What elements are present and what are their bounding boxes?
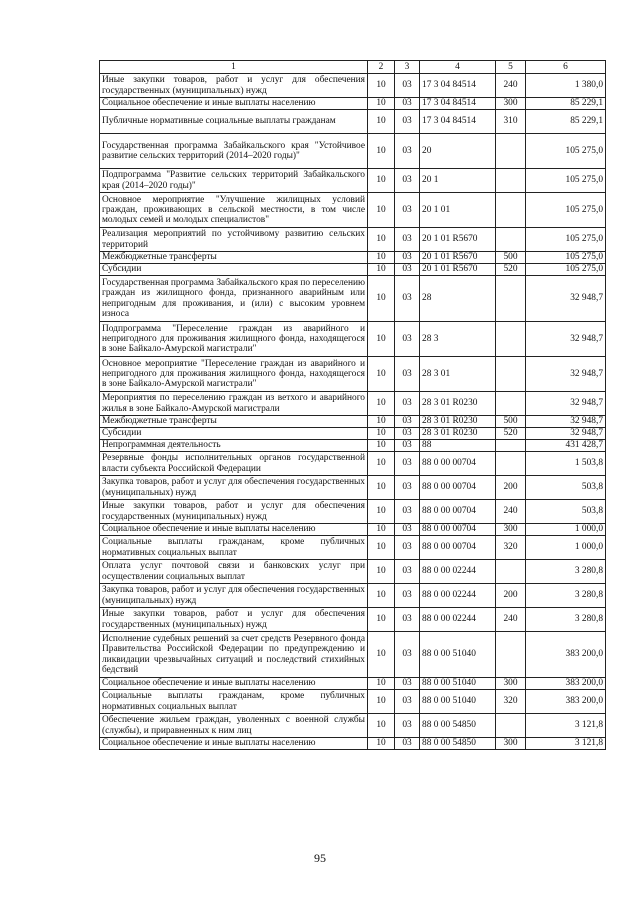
row-subsection-cell: 03 [395,252,420,264]
table-row [100,608,606,632]
table-row [100,264,606,276]
row-amount-cell: 1 380,0 [526,74,606,98]
row-expense-type-cell [496,357,526,392]
row-target-article-cell: 20 1 [420,169,496,193]
table-row [100,98,606,110]
table-row [100,690,606,714]
row-section-cell: 10 [368,228,395,252]
row-subsection-cell: 03 [395,452,420,476]
row-name-cell: Иные закупки товаров, работ и услуг для обеспечения государственных (муниципальных) нужд [100,74,368,98]
table-row [100,678,606,690]
row-name-cell: Обеспечение жильем граждан, уволенных с военной службы (службы), и приравненных к ним лиц [100,714,368,738]
row-section-cell: 10 [368,264,395,276]
row-subsection-cell: 03 [395,134,420,169]
row-subsection-cell: 03 [395,264,420,276]
row-target-article-cell: 88 0 00 00704 [420,500,496,524]
row-name-cell: Основное мероприятие "Улучшение жилищных условий граждан, проживающих в сельской местности, в том числе молодых семей и молодых специалистов" [100,193,368,228]
row-amount-cell: 383 200,0 [526,678,606,690]
row-amount-cell: 85 229,1 [526,110,606,134]
row-target-article-cell: 20 1 01 R5670 [420,228,496,252]
row-subsection-cell: 03 [395,690,420,714]
row-name-cell: Государственная программа Забайкальского края по переселению граждан из жилищного фонда, признанного аварийным или непригодным для проживания, и (или) с высоким уровнем износа [100,276,368,322]
row-name-cell: Подпрограмма "Переселение граждан из аварийного и непригодного для проживания жилищного фонда, находящегося в зоне Байкало-Амурской магистрали" [100,322,368,357]
row-amount-cell: 105 275,0 [526,228,606,252]
table-row [100,714,606,738]
budget-table-body [100,61,606,750]
row-amount-cell: 3 280,8 [526,584,606,608]
row-expense-type-cell: 500 [496,252,526,264]
table-row [100,416,606,428]
row-target-article-cell: 88 0 00 54850 [420,738,496,750]
row-target-article-cell: 28 3 01 [420,357,496,392]
header-cell: 6 [526,61,606,74]
row-name-cell: Подпрограмма "Развитие сельских территорий Забайкальского края (2014–2020 годы)" [100,169,368,193]
row-section-cell: 10 [368,416,395,428]
row-subsection-cell: 03 [395,416,420,428]
table-row [100,440,606,452]
row-subsection-cell: 03 [395,632,420,678]
row-subsection-cell: 03 [395,357,420,392]
row-name-cell: Социальное обеспечение и иные выплаты населению [100,678,368,690]
row-section-cell: 10 [368,714,395,738]
row-expense-type-cell: 200 [496,476,526,500]
row-name-cell: Государственная программа Забайкальского края "Устойчивое развитие сельских территорий (2014–2020 годы)" [100,134,368,169]
row-subsection-cell: 03 [395,678,420,690]
row-amount-cell: 1 503,8 [526,452,606,476]
row-amount-cell: 503,8 [526,500,606,524]
row-expense-type-cell [496,714,526,738]
table-row [100,322,606,357]
row-subsection-cell: 03 [395,536,420,560]
row-subsection-cell: 03 [395,276,420,322]
row-subsection-cell: 03 [395,169,420,193]
row-expense-type-cell: 300 [496,738,526,750]
row-expense-type-cell [496,440,526,452]
row-expense-type-cell [496,276,526,322]
row-expense-type-cell: 320 [496,536,526,560]
row-subsection-cell: 03 [395,98,420,110]
header-cell: 5 [496,61,526,74]
row-section-cell: 10 [368,690,395,714]
row-target-article-cell: 88 [420,440,496,452]
row-section-cell: 10 [368,110,395,134]
row-expense-type-cell: 300 [496,98,526,110]
row-section-cell: 10 [368,357,395,392]
row-target-article-cell: 88 0 00 00704 [420,524,496,536]
row-name-cell: Социальные выплаты гражданам, кроме публичных нормативных социальных выплат [100,690,368,714]
row-subsection-cell: 03 [395,608,420,632]
row-amount-cell: 3 280,8 [526,608,606,632]
row-subsection-cell: 03 [395,110,420,134]
table-row [100,228,606,252]
row-subsection-cell: 03 [395,440,420,452]
row-section-cell: 10 [368,608,395,632]
row-target-article-cell: 20 1 01 R5670 [420,264,496,276]
row-target-article-cell: 28 3 01 R0230 [420,428,496,440]
row-amount-cell: 105 275,0 [526,252,606,264]
row-expense-type-cell [496,632,526,678]
row-expense-type-cell [496,392,526,416]
row-section-cell: 10 [368,452,395,476]
row-name-cell: Мероприятия по переселению граждан из ветхого и аварийного жилья в зоне Байкало-Амурской магистрали [100,392,368,416]
row-subsection-cell: 03 [395,500,420,524]
row-expense-type-cell: 240 [496,500,526,524]
table-row [100,738,606,750]
row-target-article-cell: 88 0 00 00704 [420,536,496,560]
row-amount-cell: 503,8 [526,476,606,500]
table-row [100,134,606,169]
row-expense-type-cell: 520 [496,264,526,276]
row-expense-type-cell: 520 [496,428,526,440]
row-target-article-cell: 88 0 00 02244 [420,608,496,632]
row-amount-cell: 32 948,7 [526,416,606,428]
row-target-article-cell: 17 3 04 84514 [420,98,496,110]
row-section-cell: 10 [368,678,395,690]
row-section-cell: 10 [368,476,395,500]
row-section-cell: 10 [368,500,395,524]
row-target-article-cell: 88 0 00 02244 [420,560,496,584]
row-subsection-cell: 03 [395,738,420,750]
row-expense-type-cell [496,134,526,169]
row-amount-cell: 32 948,7 [526,276,606,322]
table-row [100,169,606,193]
row-amount-cell: 105 275,0 [526,134,606,169]
row-section-cell: 10 [368,738,395,750]
row-name-cell: Социальное обеспечение и иные выплаты населению [100,738,368,750]
row-amount-cell: 3 121,8 [526,738,606,750]
table-header-row [100,61,606,74]
row-amount-cell: 383 200,0 [526,690,606,714]
row-name-cell: Основное мероприятие "Переселение граждан из аварийного и непригодного для проживания жилищного фонда, находящегося в зоне Байкало-Амурской магистрали" [100,357,368,392]
row-section-cell: 10 [368,74,395,98]
table-row [100,524,606,536]
row-expense-type-cell [496,228,526,252]
row-expense-type-cell: 240 [496,74,526,98]
row-name-cell: Субсидии [100,428,368,440]
row-name-cell: Резервные фонды исполнительных органов государственной власти субъекта Российской Федерации [100,452,368,476]
row-target-article-cell: 88 0 00 02244 [420,584,496,608]
row-amount-cell: 105 275,0 [526,264,606,276]
row-subsection-cell: 03 [395,74,420,98]
row-expense-type-cell: 320 [496,690,526,714]
row-section-cell: 10 [368,440,395,452]
row-amount-cell: 3 121,8 [526,714,606,738]
row-target-article-cell: 20 1 01 [420,193,496,228]
table-row [100,392,606,416]
row-expense-type-cell: 310 [496,110,526,134]
table-row [100,428,606,440]
row-name-cell: Социальное обеспечение и иные выплаты населению [100,98,368,110]
row-amount-cell: 105 275,0 [526,193,606,228]
row-expense-type-cell [496,560,526,584]
row-name-cell: Межбюджетные трансферты [100,416,368,428]
row-target-article-cell: 28 3 [420,322,496,357]
table-row [100,476,606,500]
header-cell: 3 [395,61,420,74]
table-row [100,110,606,134]
row-target-article-cell: 88 0 00 54850 [420,714,496,738]
row-target-article-cell: 88 0 00 51040 [420,678,496,690]
table-row [100,193,606,228]
row-target-article-cell: 88 0 00 00704 [420,452,496,476]
row-section-cell: 10 [368,560,395,584]
row-section-cell: 10 [368,632,395,678]
row-amount-cell: 85 229,1 [526,98,606,110]
row-amount-cell: 32 948,7 [526,428,606,440]
row-target-article-cell: 20 1 01 R5670 [420,252,496,264]
row-subsection-cell: 03 [395,193,420,228]
row-section-cell: 10 [368,524,395,536]
page-number: 95 [314,851,326,865]
row-expense-type-cell [496,193,526,228]
row-subsection-cell: 03 [395,476,420,500]
row-section-cell: 10 [368,134,395,169]
table-row [100,584,606,608]
row-section-cell: 10 [368,392,395,416]
row-target-article-cell: 88 0 00 51040 [420,690,496,714]
row-amount-cell: 1 000,0 [526,536,606,560]
row-name-cell: Межбюджетные трансферты [100,252,368,264]
row-section-cell: 10 [368,193,395,228]
row-section-cell: 10 [368,252,395,264]
row-name-cell: Закупка товаров, работ и услуг для обеспечения государственных (муниципальных) нужд [100,584,368,608]
row-name-cell: Реализация мероприятий по устойчивому развитию сельских территорий [100,228,368,252]
row-target-article-cell: 28 3 01 R0230 [420,392,496,416]
row-subsection-cell: 03 [395,428,420,440]
table-row [100,276,606,322]
row-amount-cell: 1 000,0 [526,524,606,536]
row-amount-cell: 383 200,0 [526,632,606,678]
row-amount-cell: 3 280,8 [526,560,606,584]
row-name-cell: Непрограммная деятельность [100,440,368,452]
table-row [100,536,606,560]
row-expense-type-cell: 240 [496,608,526,632]
row-name-cell: Иные закупки товаров, работ и услуг для обеспечения государственных (муниципальных) нужд [100,608,368,632]
row-section-cell: 10 [368,169,395,193]
row-subsection-cell: 03 [395,584,420,608]
row-expense-type-cell: 300 [496,678,526,690]
row-name-cell: Иные закупки товаров, работ и услуг для обеспечения государственных (муниципальных) нужд [100,500,368,524]
row-amount-cell: 32 948,7 [526,392,606,416]
table-row [100,452,606,476]
row-expense-type-cell [496,452,526,476]
row-expense-type-cell: 300 [496,524,526,536]
row-name-cell: Социальные выплаты гражданам, кроме публичных нормативных социальных выплат [100,536,368,560]
row-section-cell: 10 [368,98,395,110]
header-cell: 2 [368,61,395,74]
row-target-article-cell: 88 0 00 00704 [420,476,496,500]
row-amount-cell: 32 948,7 [526,357,606,392]
row-target-article-cell: 17 3 04 84514 [420,74,496,98]
budget-table [99,60,606,750]
row-target-article-cell: 20 [420,134,496,169]
row-section-cell: 10 [368,322,395,357]
row-expense-type-cell: 500 [496,416,526,428]
row-section-cell: 10 [368,276,395,322]
table-row [100,74,606,98]
row-target-article-cell: 17 3 04 84514 [420,110,496,134]
row-subsection-cell: 03 [395,322,420,357]
row-name-cell: Социальное обеспечение и иные выплаты населению [100,524,368,536]
row-name-cell: Закупка товаров, работ и услуг для обеспечения государственных (муниципальных) нужд [100,476,368,500]
row-expense-type-cell [496,322,526,357]
row-amount-cell: 105 275,0 [526,169,606,193]
row-name-cell: Оплата услуг почтовой связи и банковских услуг при осуществлении социальных выплат [100,560,368,584]
row-subsection-cell: 03 [395,228,420,252]
row-amount-cell: 431 428,7 [526,440,606,452]
table-row [100,252,606,264]
table-row [100,632,606,678]
row-section-cell: 10 [368,428,395,440]
row-subsection-cell: 03 [395,560,420,584]
table-row [100,500,606,524]
row-expense-type-cell: 200 [496,584,526,608]
row-target-article-cell: 28 3 01 R0230 [420,416,496,428]
header-cell: 4 [420,61,496,74]
row-subsection-cell: 03 [395,524,420,536]
table-row [100,560,606,584]
row-subsection-cell: 03 [395,392,420,416]
row-section-cell: 10 [368,536,395,560]
row-amount-cell: 32 948,7 [526,322,606,357]
row-name-cell: Публичные нормативные социальные выплаты гражданам [100,110,368,134]
row-target-article-cell: 88 0 00 51040 [420,632,496,678]
row-section-cell: 10 [368,584,395,608]
row-expense-type-cell [496,169,526,193]
row-target-article-cell: 28 [420,276,496,322]
row-name-cell: Исполнение судебных решений за счет средств Резервного фонда Правительства Российской Федерации по предупреждению и ликвидации чрезвычайных ситуаций и последствий стихийных бедствий [100,632,368,678]
row-subsection-cell: 03 [395,714,420,738]
row-name-cell: Субсидии [100,264,368,276]
header-cell: 1 [100,61,368,74]
table-row [100,357,606,392]
